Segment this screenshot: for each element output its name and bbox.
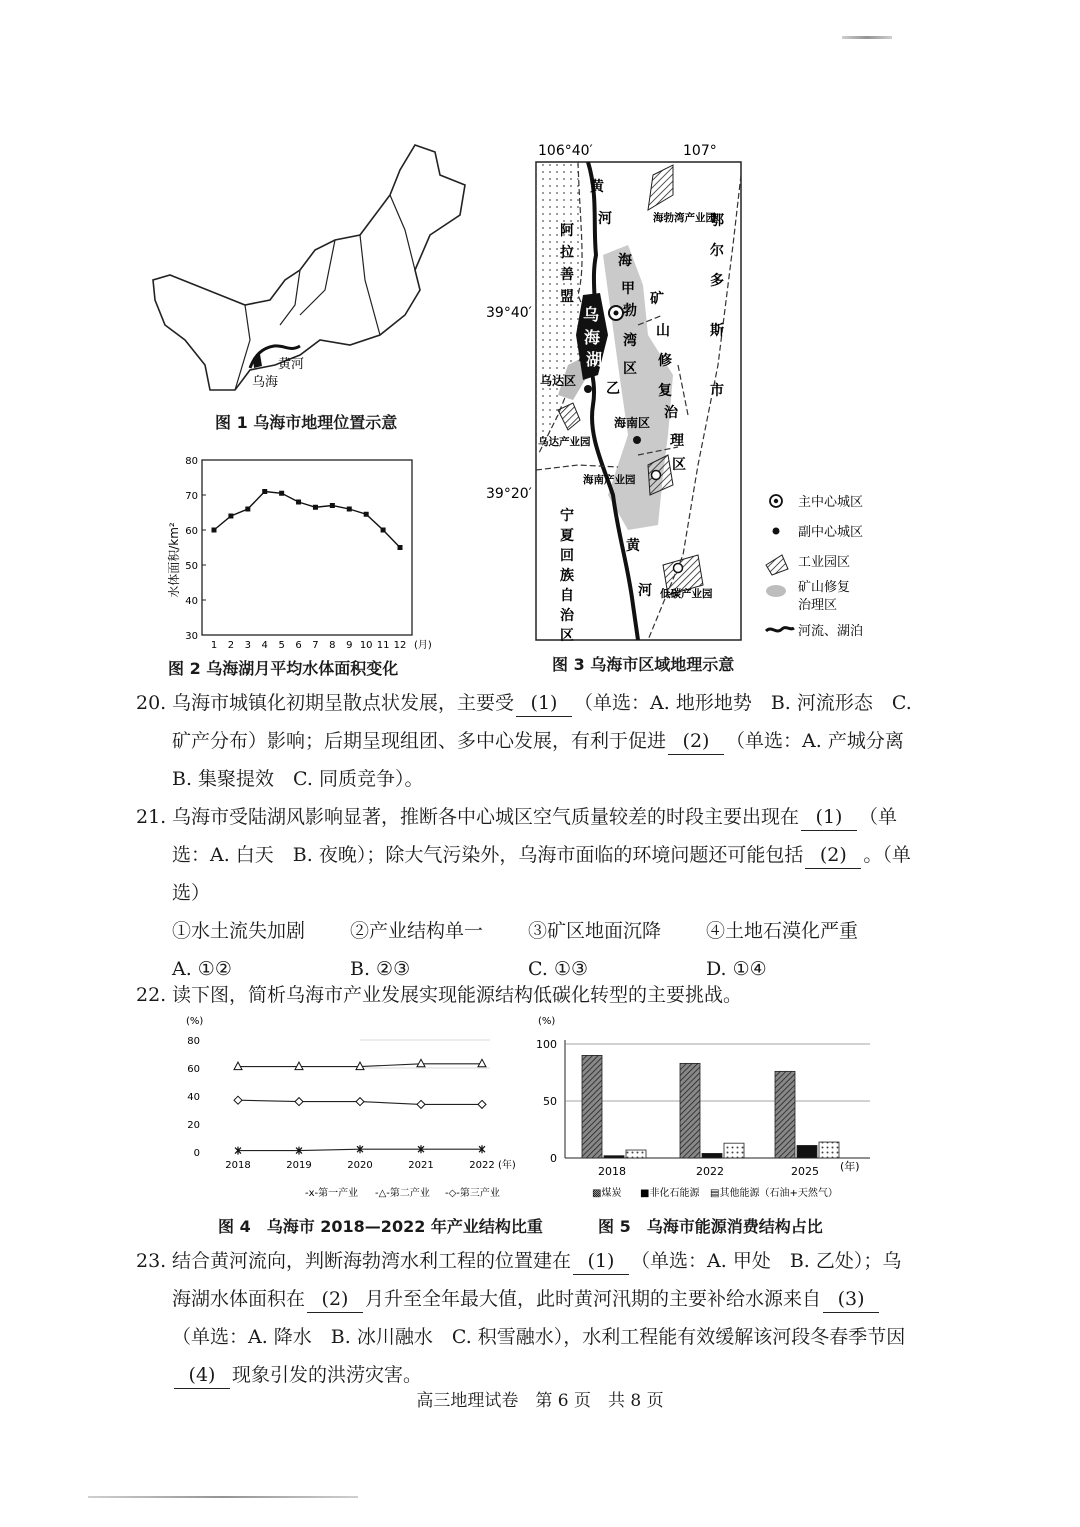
fig2-y-tick-label: 60 bbox=[185, 526, 198, 537]
fig2-y-tick-label: 70 bbox=[185, 491, 198, 502]
fig4-legend-3: -◇-第三产业 bbox=[445, 1188, 500, 1199]
fig5-bar-1 bbox=[680, 1063, 700, 1158]
question-21-number: 21. bbox=[136, 806, 167, 828]
question-23 bbox=[136, 1242, 912, 1394]
fig3-lat1: 39°40′ bbox=[486, 305, 532, 321]
fig4-y-unit: (%) bbox=[186, 1016, 204, 1027]
fig2-series-line bbox=[214, 492, 400, 548]
q23-text-5: 现象引发的洪涝灾害。 bbox=[232, 1364, 423, 1386]
fig3-legend-sub: 副中心城区 bbox=[798, 525, 864, 540]
fig5-x-tick-label: 2022 bbox=[696, 1165, 724, 1178]
q23-text-4: （单选：A. 降水 B. 冰川融水 C. 积雪融水），水利工程能有效缓解该河段冬春季节因 bbox=[172, 1326, 906, 1348]
fig3-mine-6: 理 bbox=[670, 433, 684, 449]
page-footer: 高三地理试卷 第 6 页 共 8 页 bbox=[416, 1391, 664, 1411]
fig4-x-unit: (年) bbox=[498, 1160, 516, 1171]
q21-text-2: （单选：A. 白天 B. 夜晚）；除大气污染外，乌海市面临的环境问题还可能包括 bbox=[172, 806, 898, 866]
q23-blank-4[interactable]: (4) bbox=[174, 1362, 230, 1389]
scan-smear-bottom bbox=[88, 1496, 358, 1498]
fig2-x-tick-label: 4 bbox=[261, 640, 268, 650]
fig3-bay-4: 区 bbox=[623, 361, 637, 377]
fig3-regional-map bbox=[478, 135, 898, 655]
fig3-mine-1: 矿 bbox=[650, 291, 664, 307]
fig2-plot-frame bbox=[202, 460, 412, 635]
fig3-ordos-1: 鄂 bbox=[710, 213, 724, 229]
fig5-x-tick-label: 2025 bbox=[791, 1165, 819, 1178]
fig4-point-tertiary bbox=[234, 1096, 242, 1104]
q22-text: 读下图，简析乌海市产业发展实现能源结构低碳化转型的主要挑战。 bbox=[172, 984, 743, 1006]
fig3-huang1: 黄 bbox=[590, 179, 604, 195]
fig2-x-unit: (月) bbox=[414, 640, 432, 650]
fig5-legend-3: ▤其他能源（石油+天然气） bbox=[710, 1188, 838, 1199]
fig5-bar-2 bbox=[702, 1153, 722, 1158]
fig3-bay-3: 湾 bbox=[623, 333, 637, 349]
fig3-legend-river: 河流、湖泊 bbox=[798, 624, 864, 639]
fig3-alashan-2: 拉 bbox=[560, 245, 574, 261]
fig2-x-tick-label: 7 bbox=[312, 640, 319, 650]
q21-items bbox=[172, 912, 912, 950]
q23-text-3: 月升至全年最大值，此时黄河汛期的主要补给水源来自 bbox=[365, 1288, 822, 1310]
fig2-data-point bbox=[262, 489, 267, 494]
fig5-bar-3 bbox=[626, 1150, 646, 1158]
fig4-point-tertiary bbox=[356, 1098, 364, 1106]
fig3-mine-7: 区 bbox=[672, 457, 686, 473]
fig3-park-lowcarbon: 低碳产业园 bbox=[660, 588, 713, 600]
fig3-park-haibowan: 海勃湾产业园 bbox=[653, 212, 716, 224]
q20-blank-2[interactable]: (2) bbox=[668, 728, 724, 755]
q20-blank-1[interactable]: (1) bbox=[516, 690, 572, 717]
q21-item-4: ④土地石漠化严重 bbox=[706, 920, 859, 942]
q23-text-1: 结合黄河流向，判断海勃湾水利工程的位置建在 bbox=[172, 1250, 572, 1272]
fig3-lake-1: 乌 bbox=[583, 305, 600, 324]
fig4-legend-1: -x-第一产业 bbox=[305, 1188, 359, 1199]
fig3-ningxia-3: 回 bbox=[560, 548, 574, 564]
q23-blank-1[interactable]: (1) bbox=[573, 1248, 629, 1275]
fig2-x-tick-label: 1 bbox=[210, 640, 218, 650]
fig2-x-tick-label: 6 bbox=[295, 640, 302, 650]
fig2-data-point bbox=[330, 503, 335, 508]
fig4-point-tertiary bbox=[417, 1100, 425, 1108]
fig3-ningxia-4: 族 bbox=[560, 568, 574, 584]
fig4-industry-structure-chart bbox=[180, 1010, 525, 1205]
question-22-number: 22. bbox=[136, 984, 167, 1006]
q20-text-3: （单选：A. 产城分离 B. 集聚提效 C. 同质竞争）。 bbox=[172, 730, 923, 790]
fig3-ordos-2: 尔 bbox=[710, 243, 724, 259]
fig5-bar-2 bbox=[604, 1156, 624, 1158]
fig1-location-map bbox=[150, 140, 480, 400]
fig3-ningxia-7: 区 bbox=[560, 628, 574, 644]
fig2-data-point bbox=[381, 528, 386, 533]
fig3-mine-4: 复 bbox=[658, 383, 672, 399]
fig4-x-tick-label: 2020 bbox=[347, 1160, 373, 1171]
fig3-caption: 图 3 乌海市区域地理示意 bbox=[552, 655, 735, 674]
fig3-ningxia-5: 自 bbox=[560, 588, 574, 604]
fig3-ningxia-6: 治 bbox=[560, 608, 574, 624]
q21-choice-d[interactable]: D. ①④ bbox=[706, 958, 767, 980]
fig2-x-tick-label: 3 bbox=[244, 640, 252, 650]
fig5-y-tick-label: 50 bbox=[543, 1095, 557, 1108]
fig4-point-tertiary bbox=[295, 1098, 303, 1106]
fig1-label-river: 黄河 bbox=[278, 357, 305, 372]
fig3-lake-2: 海 bbox=[584, 328, 601, 347]
question-23-number: 23. bbox=[136, 1250, 167, 1272]
q21-blank-1[interactable]: (1) bbox=[801, 804, 857, 831]
fig4-y-tick-label: 60 bbox=[187, 1064, 200, 1075]
fig4-point-secondary bbox=[295, 1062, 303, 1070]
fig5-bar-3 bbox=[724, 1143, 744, 1158]
fig5-bar-1 bbox=[775, 1071, 795, 1158]
fig3-ordos-3: 多 bbox=[710, 273, 724, 289]
fig3-park-hainan: 海南产业园 bbox=[583, 474, 636, 486]
fig3-lake-3: 湖 bbox=[586, 350, 603, 369]
fig5-bar-2 bbox=[797, 1145, 817, 1158]
q21-choice-c[interactable]: C. ①③ bbox=[528, 958, 589, 980]
fig3-alashan-1: 阿 bbox=[560, 223, 574, 239]
fig3-lon1: 106°40′ bbox=[538, 143, 593, 159]
fig3-park-wuda: 乌达产业园 bbox=[538, 436, 591, 448]
fig3-huang2: 黄 bbox=[626, 538, 640, 554]
fig4-point-tertiary bbox=[478, 1100, 486, 1108]
question-20-number: 20. bbox=[136, 692, 167, 714]
fig3-bay-2: 勃 bbox=[623, 303, 637, 319]
fig3-ningxia-1: 宁 bbox=[560, 508, 574, 524]
fig2-y-axis-label: 水体面积/km² bbox=[167, 522, 181, 598]
fig4-y-tick-label: 20 bbox=[187, 1120, 200, 1131]
fig3-legend bbox=[766, 494, 863, 639]
fig2-x-tick-label: 5 bbox=[278, 640, 285, 650]
q21-item-1: ①水土流失加剧 bbox=[172, 920, 306, 942]
fig4-x-tick-label: 2018 bbox=[225, 1160, 251, 1171]
fig3-he1: 河 bbox=[598, 211, 612, 227]
fig5-legend-1: ▩煤炭 bbox=[592, 1188, 622, 1199]
fig5-bar-3 bbox=[819, 1142, 839, 1158]
q21-choice-a[interactable]: A. ①② bbox=[172, 958, 232, 980]
fig4-point-secondary bbox=[356, 1062, 364, 1070]
fig5-legend-2: ■非化石能源 bbox=[640, 1188, 700, 1199]
fig3-mine-5: 治 bbox=[664, 405, 678, 421]
fig2-data-point bbox=[212, 528, 217, 533]
fig4-y-tick-label: 80 bbox=[187, 1036, 200, 1047]
fig3-legend-main: 主中心城区 bbox=[798, 495, 864, 510]
fig4-x-tick-label: 2019 bbox=[286, 1160, 312, 1171]
fig3-ningxia-2: 夏 bbox=[560, 528, 574, 544]
fig2-data-point bbox=[296, 500, 301, 505]
fig2-y-tick-label: 40 bbox=[185, 596, 198, 607]
fig5-caption: 图 5 乌海市能源消费结构占比 bbox=[598, 1217, 823, 1236]
fig5-bar-1 bbox=[582, 1055, 602, 1158]
fig2-lake-area-chart bbox=[160, 450, 460, 650]
fig3-legend-industrial: 工业园区 bbox=[798, 555, 851, 570]
q21-text-1: 乌海市受陆湖风影响显著，推断各中心城区空气质量较差的时段主要出现在 bbox=[172, 806, 800, 828]
fig3-bay-1: 海 bbox=[618, 253, 632, 269]
q21-blank-2[interactable]: (2) bbox=[805, 842, 861, 869]
fig3-ordos-5: 市 bbox=[710, 383, 724, 399]
fig2-y-tick-label: 50 bbox=[185, 561, 198, 572]
fig3-yi: 乙 bbox=[606, 381, 620, 397]
q21-choice-b[interactable]: B. ②③ bbox=[350, 958, 411, 980]
q20-text-2: （单选：A. 地形地势 B. 河流形态 C. 矿产分布）影响；后期呈现组团、多中心发展，有利于促进 bbox=[172, 692, 912, 752]
fig2-data-point bbox=[228, 514, 233, 519]
q20-text-1: 乌海市城镇化初期呈散点状发展，主要受 bbox=[172, 692, 515, 714]
q21-text-3: 。（单选） bbox=[172, 844, 911, 904]
fig4-point-secondary bbox=[417, 1059, 425, 1067]
fig3-ordos-4: 斯 bbox=[710, 323, 724, 339]
q23-blank-2[interactable]: (2) bbox=[307, 1286, 363, 1313]
q23-text-2: （单选：A. 甲处 B. 乙处）；乌海湖水体面积在 bbox=[172, 1250, 902, 1310]
fig2-x-tick-label: 10 bbox=[359, 640, 373, 650]
fig1-caption: 图 1 乌海市地理位置示意 bbox=[215, 413, 398, 432]
q23-blank-3[interactable]: (3) bbox=[823, 1286, 879, 1313]
fig4-y-tick-label: 0 bbox=[193, 1148, 200, 1159]
fig5-x-tick-label: 2018 bbox=[598, 1165, 626, 1178]
q21-item-3: ③矿区地面沉降 bbox=[528, 920, 662, 942]
fig2-data-point bbox=[347, 507, 352, 512]
fig4-point-secondary bbox=[478, 1059, 486, 1067]
fig4-x-tick-label: 2021 bbox=[408, 1160, 434, 1171]
fig3-mine-2: 山 bbox=[656, 323, 670, 339]
fig3-hainan: 海南区 bbox=[614, 416, 651, 430]
fig3-legend-mine-b: 治理区 bbox=[798, 598, 838, 613]
fig3-legend-mine-a: 矿山修复 bbox=[798, 580, 851, 595]
fig2-x-tick-label: 12 bbox=[393, 640, 407, 650]
fig2-x-tick-label: 11 bbox=[376, 640, 390, 650]
fig3-wuda: 乌达区 bbox=[540, 374, 577, 388]
fig2-caption: 图 2 乌海湖月平均水体面积变化 bbox=[168, 659, 399, 678]
fig2-y-tick-label: 80 bbox=[185, 456, 198, 467]
fig3-mine-3: 修 bbox=[658, 353, 672, 369]
fig3-jia: 甲 bbox=[621, 281, 635, 297]
fig2-y-tick-label: 30 bbox=[185, 631, 198, 642]
fig5-energy-consumption-chart bbox=[530, 1010, 890, 1205]
fig2-data-point bbox=[245, 507, 250, 512]
question-22 bbox=[136, 976, 912, 1014]
fig3-lat2: 39°20′ bbox=[486, 486, 532, 502]
fig2-data-point bbox=[313, 505, 318, 510]
fig3-alashan-3: 善 bbox=[560, 267, 574, 283]
scan-smear-top bbox=[842, 36, 892, 39]
fig2-data-point bbox=[398, 545, 403, 550]
fig5-x-unit: (年) bbox=[840, 1160, 860, 1173]
q21-item-2: ②产业结构单一 bbox=[350, 920, 484, 942]
fig3-he2: 河 bbox=[638, 583, 652, 599]
fig3-lon2: 107° bbox=[683, 143, 717, 159]
question-21 bbox=[136, 798, 912, 988]
fig4-y-tick-label: 40 bbox=[187, 1092, 200, 1103]
question-20 bbox=[136, 684, 923, 798]
fig4-legend-2: -△-第二产业 bbox=[375, 1188, 430, 1199]
fig2-data-point bbox=[279, 491, 284, 496]
fig2-x-tick-label: 8 bbox=[329, 640, 336, 650]
fig1-label-city: 乌海 bbox=[252, 375, 279, 390]
fig5-y-tick-label: 0 bbox=[550, 1152, 557, 1165]
fig2-x-tick-label: 9 bbox=[346, 640, 353, 650]
fig2-data-point bbox=[364, 512, 369, 517]
fig4-caption: 图 4 乌海市 2018—2022 年产业结构比重 bbox=[218, 1217, 543, 1236]
fig4-x-tick-label: 2022 bbox=[469, 1160, 495, 1171]
fig4-point-secondary bbox=[234, 1062, 242, 1070]
fig5-y-tick-label: 100 bbox=[536, 1038, 557, 1051]
fig2-x-tick-label: 2 bbox=[227, 640, 235, 650]
fig3-alashan-4: 盟 bbox=[560, 289, 574, 305]
fig5-y-unit: (%) bbox=[538, 1016, 556, 1027]
